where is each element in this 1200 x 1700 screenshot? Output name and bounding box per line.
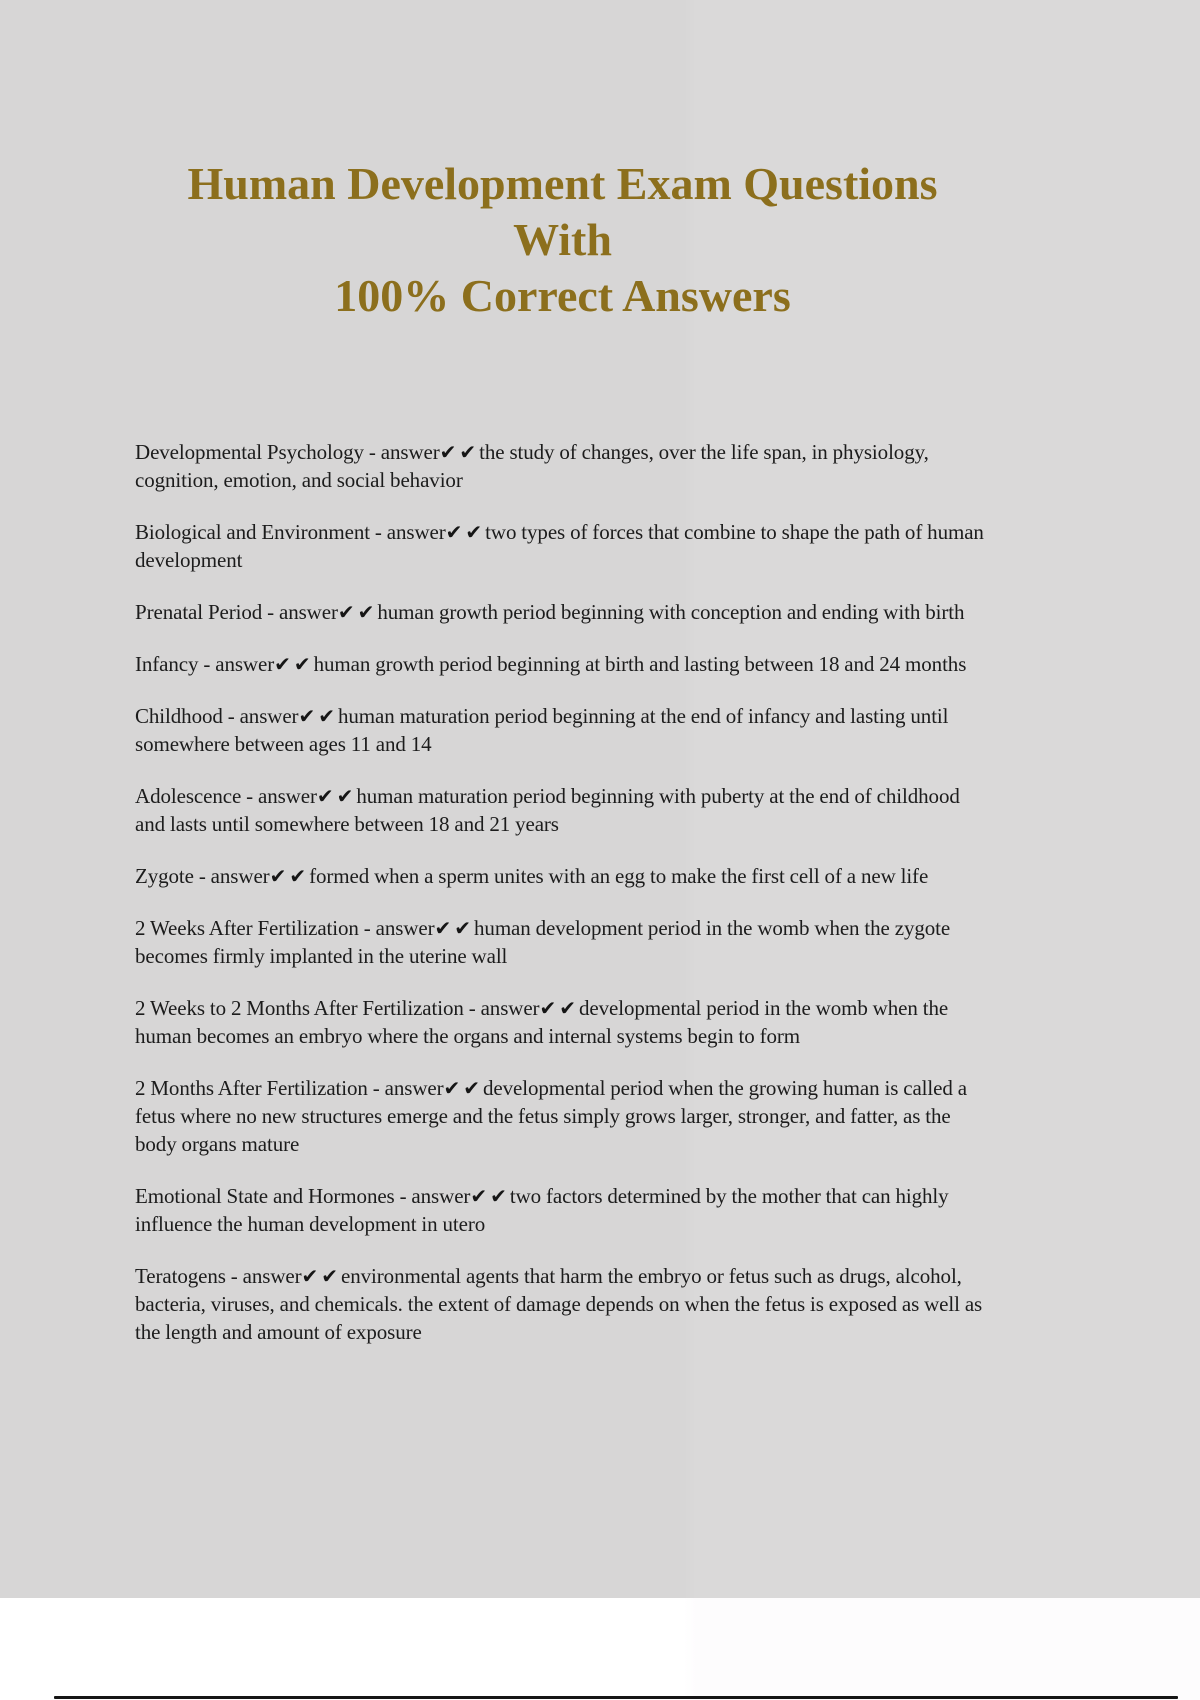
double-checkmark-icon: ✔✔ [301,1264,342,1288]
answer-label: - answer [222,704,299,728]
answer-label: - answer [369,520,446,544]
double-checkmark-icon: ✔✔ [539,996,579,1020]
qa-paragraph [135,438,990,494]
qa-paragraph [135,598,990,626]
page-gap [0,1598,1200,1700]
double-checkmark-icon: ✔✔ [274,652,314,676]
qa-term: Zygote [135,864,194,888]
qa-paragraph [135,1262,990,1346]
next-page-top-border [54,1696,1178,1699]
qa-term: 2 Months After Fertilization [135,1076,368,1100]
qa-term: Developmental Psychology [135,440,364,464]
qa-definition: the study of changes, over the life span, in physiology, cognition, emotion, and social behavior [135,440,929,492]
qa-paragraph [135,782,990,838]
qa-definition: human growth period beginning with conception and ending with birth [377,600,965,624]
qa-term: Emotional State and Hormones [135,1184,395,1208]
qa-term: 2 Weeks After Fertilization [135,916,359,940]
title-line-2: 100% Correct Answers [334,270,791,321]
double-checkmark-icon: ✔✔ [445,520,486,544]
qa-definition: formed when a sperm unites with an egg to make the first cell of a new life [309,864,929,888]
qa-definition: human growth period beginning at birth and lasting between 18 and 24 months [313,652,967,676]
qa-paragraph [135,862,990,890]
qa-definition: human maturation period beginning at the end of infancy and lasting until somewhere between ages 11 and 14 [135,704,949,756]
answer-label: - answer [363,440,440,464]
qa-term: 2 Weeks to 2 Months After Fertilization [135,996,464,1020]
qa-term: Biological and Environment [135,520,370,544]
double-checkmark-icon: ✔✔ [443,1076,484,1100]
answer-label: - answer [225,1264,302,1288]
answer-label: - answer [193,864,270,888]
answer-label: - answer [463,996,540,1020]
qa-paragraph [135,518,990,574]
qa-paragraph [135,1182,990,1238]
answer-label: - answer [358,916,435,940]
answer-label: - answer [367,1076,444,1100]
double-checkmark-icon: ✔✔ [269,864,310,888]
qa-definition: developmental period when the growing human is called a fetus where no new structures emerge and the fetus simply grows larger, stronger, and fatter, as the body organs mature [135,1076,967,1156]
qa-list [135,438,990,1346]
double-checkmark-icon: ✔✔ [439,440,480,464]
qa-paragraph [135,914,990,970]
qa-term: Teratogens [135,1264,226,1288]
qa-definition: two types of forces that combine to shape the path of human development [135,520,984,572]
qa-term: Childhood [135,704,223,728]
qa-term: Infancy [135,652,199,676]
qa-definition: environmental agents that harm the embryo or fetus such as drugs, alcohol, bacteria, viruses, and chemicals. the extent of damage depends on when the fetus is exposed as well as the length and amount of exposure [135,1264,983,1344]
qa-paragraph [135,650,990,678]
double-checkmark-icon: ✔✔ [298,704,338,728]
answer-label: - answer [198,652,275,676]
qa-definition: human maturation period beginning with puberty at the end of childhood and lasts until somewhere between 18 and 21 years [135,784,960,836]
answer-label: - answer [241,784,317,808]
double-checkmark-icon: ✔✔ [337,600,378,624]
document-title [135,156,990,324]
qa-definition: two factors determined by the mother that can highly influence the human development in utero [135,1184,949,1236]
answer-label: - answer [262,600,338,624]
double-checkmark-icon: ✔✔ [434,916,475,940]
qa-definition: developmental period in the womb when the human becomes an embryo where the organs and internal systems begin to form [135,996,949,1048]
qa-paragraph [135,1074,990,1158]
qa-definition: human development period in the womb when the zygote becomes firmly implanted in the uterine wall [135,916,951,968]
title-line-1: Human Development Exam Questions With [187,158,938,265]
qa-paragraph [135,702,990,758]
qa-term: Prenatal Period [135,600,263,624]
qa-term: Adolescence [135,784,242,808]
qa-paragraph [135,994,990,1050]
double-checkmark-icon: ✔✔ [316,784,357,808]
answer-label: - answer [394,1184,471,1208]
double-checkmark-icon: ✔✔ [470,1184,510,1208]
